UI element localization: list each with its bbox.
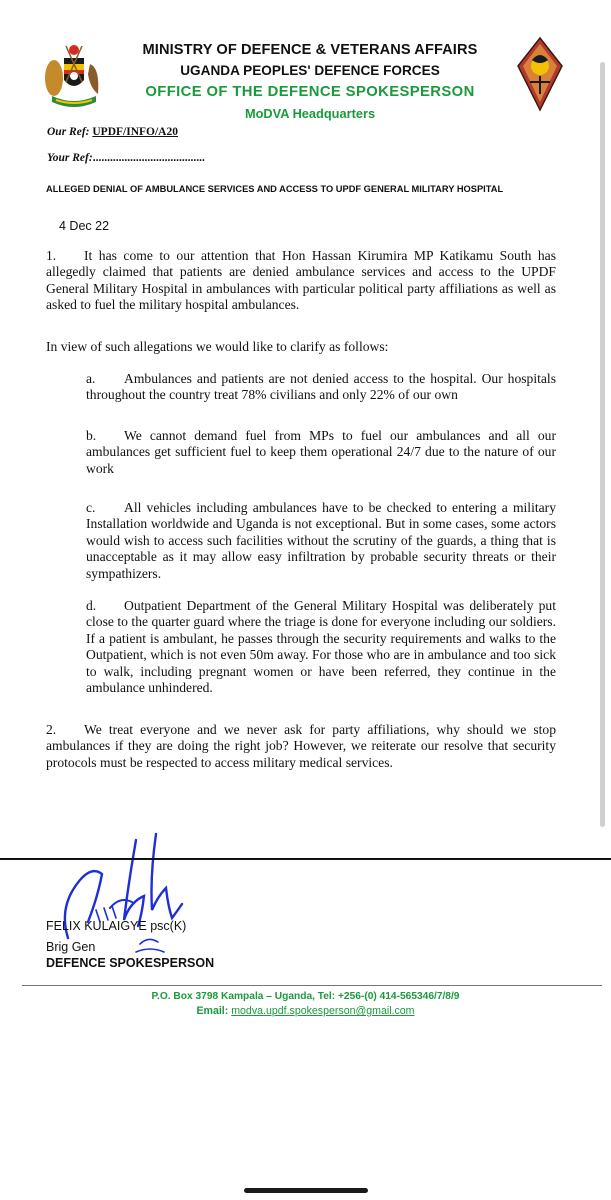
home-indicator[interactable] (244, 1188, 368, 1193)
signatory-rank: Brig Gen (46, 940, 96, 954)
signatory-title: DEFENCE SPOKESPERSON (46, 956, 215, 970)
sub-item-text: We cannot demand fuel from MPs to fuel our ambulances and all our ambulances get sufficient fuel to keep them operational 24/7 due to the nature of our work (86, 428, 556, 476)
our-ref-label: Our Ref: (47, 126, 90, 138)
our-ref (47, 126, 178, 138)
sub-item-text: All vehicles including ambulances have to be checked to entering a military Installation worldwide and Uganda is not exceptional. But in some cases, some actors would wish to access such facilities without the scrutiny of the guards, a thing that is unacceptable as it may allow easy infiltration by probable security threats or their sympathizers. (86, 500, 556, 581)
our-ref-value: UPDF/INFO/A20 (92, 126, 178, 138)
email-link[interactable]: modva.updf.spokesperson@gmail.com (231, 1005, 415, 1017)
paragraph-number: 2. (46, 722, 57, 737)
footer-address: P.O. Box 3798 Kampala – Uganda, Tel: +256-(0) 414-565346/7/8/9 (151, 991, 460, 1002)
signatory-name: FELIX KULAIGYE psc(K) (46, 919, 187, 933)
footer-email (0, 1005, 611, 1017)
subject-line: ALLEGED DENIAL OF AMBULANCE SERVICES AND ACCESS TO UPDF GENERAL MILITARY HOSPITAL (46, 184, 504, 194)
sub-item-b (86, 428, 556, 477)
paragraph-number: 1. (46, 248, 57, 263)
your-ref-value: ....................................... (92, 152, 205, 164)
uganda-coat-of-arms-icon (40, 38, 108, 110)
sub-item-d (86, 598, 556, 696)
your-ref (47, 152, 205, 164)
updf-title: UGANDA PEOPLES' DEFENCE FORCES (180, 63, 440, 78)
sub-item-c (86, 500, 556, 582)
sub-item-label: b. (86, 428, 97, 443)
scrollbar-thumb[interactable] (600, 62, 605, 827)
paragraph-1 (46, 248, 556, 314)
intro-paragraph: In view of such allegations we would like to clarify as follows: (46, 339, 389, 354)
sub-item-label: c. (86, 500, 96, 515)
letter-date: 4 Dec 22 (59, 219, 110, 233)
paragraph-2 (46, 722, 556, 771)
signature-divider (0, 858, 611, 860)
handwritten-signature-icon (40, 826, 220, 956)
headquarters-title: MoDVA Headquarters (244, 106, 376, 121)
footer-email-label: Email: (196, 1005, 229, 1017)
office-title: OFFICE OF THE DEFENCE SPOKESPERSON (145, 84, 475, 100)
sub-item-text: Outpatient Department of the General Military Hospital was deliberately put close to the quarter guard where the triage is done for everyone including our soldiers. If a patient is ambulant, he passes through the security requirements and walks to the Outpatient, which is not even 50m away. For those who are in ambulance and too sick to walk, including pregnant women or have been referred, they continue in the ambulance unhindered. (86, 598, 556, 696)
paragraph-text: We treat everyone and we never ask for party affiliations, why should we stop ambulances if they are doing the right job? However, we reiterate our resolve that security protocols must be respected to access military medical services. (46, 722, 556, 770)
sub-item-text: Ambulances and patients are not denied access to the hospital. Our hospitals throughout the country treat 78% civilians and only 22% of our own (86, 371, 556, 403)
footer-divider (22, 985, 602, 986)
your-ref-label: Your Ref: (47, 152, 93, 164)
sub-item-label: d. (86, 598, 97, 613)
updf-emblem-icon (512, 36, 568, 112)
paragraph-text: It has come to our attention that Hon Hassan Kirumira MP Katikamu South has allegedly claimed that patients are denied ambulance services and access to the UPDF General Military Hospital in ambulances with particular political party affiliations as well as asked to fuel the military hospital ambulances. (46, 248, 556, 313)
sub-item-a (86, 371, 556, 404)
ministry-title: MINISTRY OF DEFENCE & VETERANS AFFAIRS (142, 42, 478, 58)
sub-item-label: a. (86, 371, 96, 386)
